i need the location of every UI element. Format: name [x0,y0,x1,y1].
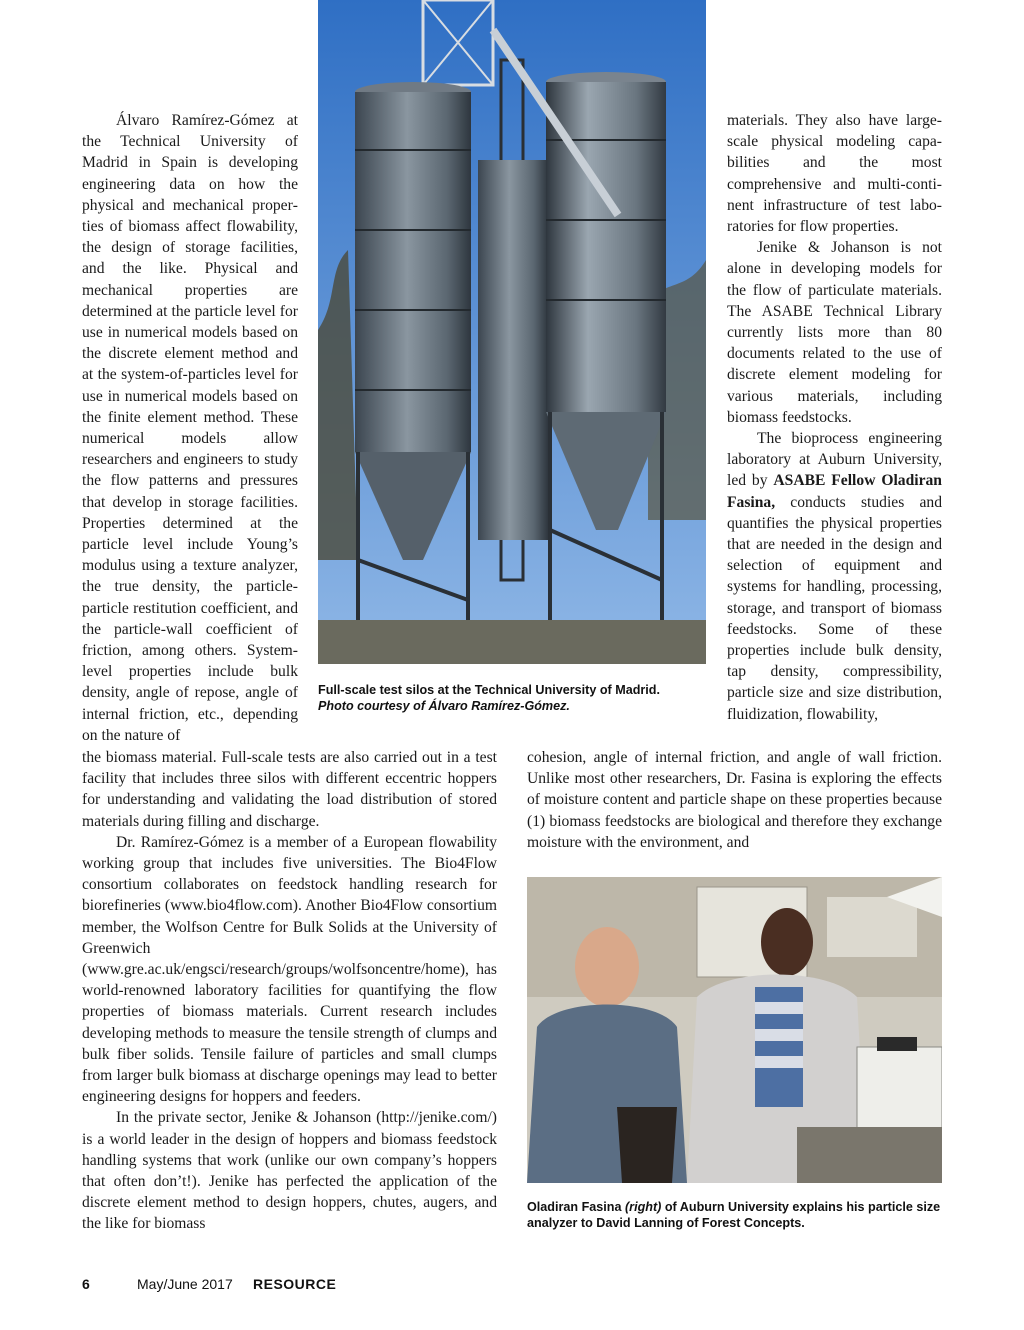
lab-photo [527,877,942,1183]
lab-caption [527,1199,942,1231]
left-bottom-column [82,747,497,1235]
magazine-title: RESOURCE [253,1276,337,1292]
author-name: ASABE Fellow Oladiran Fasina, [727,472,942,511]
paragraph: materials. They also have large-scale physical modeling capabilities and the most comprehensive and multi-continent infrastructure of test laboratories for flow properties. [727,112,942,236]
text: conducts studies and quantifies the physical properties that are needed in the design and selection of equipment and systems for handling, processing, storage, and transport of biomass feedstocks. Some of these properties include bulk density, tap density, compressibility, particle size and size distribution, fluidization, flowability, [727,493,942,723]
silo-photo [318,0,706,664]
paragraph: Jenike & Johanson is not alone in developing models for the flow of particulate materials. The ASABE Technical Library currently lists more than 80 documents related to the use of discrete element modeling for various materials, including biomass feedstocks. [727,239,942,426]
paragraph: In the private sector, Jenike & Johanson (http://jenike.com/) is a world leader in the design of hoppers and biomass feedstock handling systems that work (unlike our own company’s hoppers that often don’t!). Jenike has perfected the application of the discrete element method to design hoppers, chutes, augers, and the like for biomass [82,1109,497,1233]
right-bottom-column [527,747,942,853]
silo-caption-line1: Full-scale test silos at the Technical University of Madrid. [318,683,660,697]
text: The bioprocess engineering laboratory at Auburn University, led by [727,430,942,490]
paragraph-fasina [727,428,942,725]
text: Oladiran Fasina [527,1200,625,1214]
text: (right) [624,1200,662,1214]
paragraph: Álvaro Ramírez-Gómez at the Technical University of Madrid in Spain is developing engineering data on how the physical and mechanical properties of biomass affect flowability, the design of storage facilities, and the like. Physical and mechanical properties are determined at the particle level for use in numerical models based on the discrete element method and at the system-of-particles level for use in numerical models based on the finite element method. These numerical models allow researchers and engineers to study the flow patterns and pressures that develop in storage facilities. Properties determined at the particle level include Young’s modulus using a texture analyzer, the true density, the particle-particle restitution coefficient, and the particle-wall coefficient of friction, among others. System-level properties include bulk density, angle of repose, angle of internal friction, etc., depending on the nature of [82,112,298,744]
right-column [727,110,942,725]
page-number: 6 [82,1276,90,1292]
issue-date: May/June 2017 [137,1276,233,1292]
paragraph: the biomass material. Full-scale tests are also carried out in a test facility that includes three silos with different eccentric hoppers for understanding and validating the load distribution of stored materials during filling and discharge. [82,749,497,830]
silo-caption-credit: Photo courtesy of Álvaro Ramírez-Gómez. [318,699,570,713]
paragraph: Dr. Ramírez-Gómez is a member of a European flowability working group that includes five universities. The Bio4Flow consortium collaborates on feedstock handling research for biorefineries (www.bio4flow.com). Another Bio4Flow consortium member, the Wolfson Centre for Bulk Solids at the University of Greenwich (www.gre.ac.uk/engsci/research/groups/wolfsoncentre/home), has world-renowned laboratory facilities for quantifying the flow properties of biomass materials. Current research includes developing methods to measure the tensile strength of clumps and bulk fiber solids. Tensile failure of particles and small clumps from larger bulk biomass at discharge openings may lead to better engineering designs for hoppers and feeders. [82,833,497,1106]
text: of Auburn University explains his particle size analyzer to David Lanning of Forest Concepts. [527,1200,941,1230]
left-column [82,110,298,746]
paragraph: cohesion, angle of internal friction, and angle of wall friction. Unlike most other researchers, Dr. Fasina is exploring the effects of moisture content and particle shape on these properties because (1) biomass feedstocks are biological and therefore they exchange moisture with the environment, and [527,749,942,851]
